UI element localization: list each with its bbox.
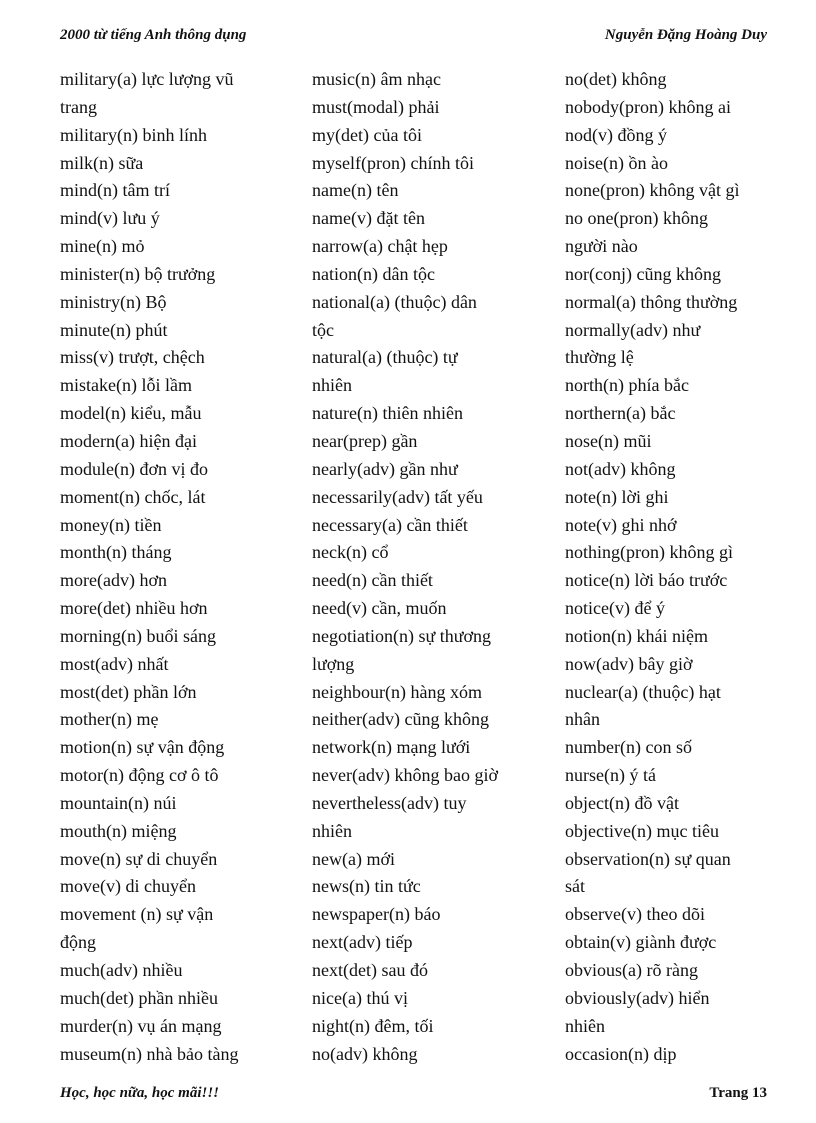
vocab-line: note(v) ghi nhớ (565, 514, 677, 535)
vocab-line: module(n) đơn vị đo (60, 458, 208, 479)
vocab-line: minister(n) bộ trưởng (60, 263, 216, 284)
vocab-line: no one(pron) không (565, 208, 708, 229)
vocab-line: thường lệ (565, 347, 634, 368)
vocab-line: note(n) lời ghi (565, 486, 669, 507)
vocab-line: northern(a) bắc (565, 403, 676, 424)
vocab-line: mine(n) mỏ (60, 236, 145, 257)
vocab-line: neither(adv) cũng không (312, 709, 489, 730)
vocab-line: night(n) đêm, tối (312, 1015, 434, 1036)
vocab-line: murder(n) vụ án mạng (60, 1015, 222, 1036)
vocab-line: trang (60, 96, 97, 117)
vocab-line: nearly(adv) gần như (312, 458, 458, 479)
vocab-line: move(n) sự di chuyển (60, 848, 218, 869)
vocab-line: move(v) di chuyển (60, 876, 196, 897)
vocab-line: nhiên (312, 375, 352, 396)
page-number: Trang 13 (709, 1085, 767, 1101)
vocab-line: must(modal) phải (312, 96, 440, 117)
vocab-line: money(n) tiền (60, 514, 162, 535)
vocab-line: never(adv) không bao giờ (312, 765, 498, 786)
page-header (60, 23, 767, 47)
vocab-line: more(adv) hơn (60, 570, 167, 591)
vocab-line: nuclear(a) (thuộc) hạt (565, 681, 721, 702)
vocab-line: name(n) tên (312, 180, 399, 201)
vocab-line: người nào (565, 236, 638, 257)
vocab-line: none(pron) không vật gì (565, 180, 740, 201)
vocab-line: most(adv) nhất (60, 653, 169, 674)
page-footer (60, 1081, 767, 1105)
vocab-line: military(n) binh lính (60, 124, 207, 145)
vocab-line: nurse(n) ý tá (565, 765, 656, 786)
vocab-line: mind(n) tâm trí (60, 180, 170, 201)
vocab-line: noise(n) ồn ào (565, 152, 668, 173)
vocab-line: newspaper(n) báo (312, 904, 441, 925)
vocab-line: obvious(a) rõ ràng (565, 960, 698, 980)
vocab-line: mind(v) lưu ý (60, 208, 160, 229)
vocab-line: number(n) con số (565, 737, 692, 758)
vocab-line: most(det) phần lớn (60, 681, 197, 702)
vocab-line: nhân (565, 709, 600, 730)
vocab-line: mountain(n) núi (60, 792, 177, 813)
vocab-line: nhiên (565, 1015, 605, 1036)
vocab-line: much(adv) nhiều (60, 960, 183, 980)
vocab-line: ministry(n) Bộ (60, 291, 167, 312)
vocab-line: morning(n) buổi sáng (60, 625, 216, 646)
vocab-line: occasion(n) dịp (565, 1043, 677, 1064)
vocab-line: my(det) của tôi (312, 124, 422, 145)
vocab-line: nose(n) mũi (565, 430, 652, 451)
vocab-line: nevertheless(adv) tuy (312, 792, 467, 813)
header-author: Nguyễn Đặng Hoàng Duy (604, 27, 767, 43)
vocab-line: negotiation(n) sự thương (312, 625, 492, 646)
vocab-line: notice(n) lời báo trước (565, 570, 728, 591)
vocab-line: need(v) cần, muốn (312, 598, 447, 619)
vocab-line: next(adv) tiếp (312, 932, 413, 953)
vocab-line: news(n) tin tức (312, 876, 421, 897)
vocab-line: tộc (312, 319, 334, 340)
vocab-line: mouth(n) miệng (60, 820, 177, 841)
vocab-line: necessarily(adv) tất yếu (312, 486, 483, 507)
vocab-line: no(det) không (565, 69, 667, 89)
vocab-line: normally(adv) như (565, 319, 701, 340)
vocab-line: miss(v) trượt, chệch (60, 347, 205, 368)
vocab-line: mistake(n) lỗi lầm (60, 375, 192, 396)
vocab-line: neighbour(n) hàng xóm (312, 681, 482, 702)
vocab-line: not(adv) không (565, 458, 676, 479)
vocab-line: national(a) (thuộc) dân (312, 291, 477, 312)
vocab-line: need(n) cần thiết (312, 570, 433, 591)
vocab-line: nation(n) dân tộc (312, 263, 435, 284)
vocab-line: observation(n) sự quan (565, 848, 731, 869)
vocab-line: museum(n) nhà bảo tàng (60, 1043, 239, 1064)
vocab-line: notice(v) để ý (565, 598, 665, 619)
vocab-line: necessary(a) cần thiết (312, 514, 468, 535)
vocab-line: moment(n) chốc, lát (60, 486, 206, 507)
vocab-line: military(a) lực lượng vũ (60, 69, 234, 89)
vocab-column-3 (565, 66, 805, 1068)
vocab-line: nothing(pron) không gì (565, 542, 733, 563)
vocab-line: nobody(pron) không ai (565, 96, 731, 117)
vocab-line: no(adv) không (312, 1043, 418, 1064)
vocab-line: notion(n) khái niệm (565, 625, 708, 646)
vocab-line: lượng (312, 653, 355, 674)
vocab-line: obviously(adv) hiển (565, 987, 710, 1008)
vocab-line: next(det) sau đó (312, 960, 428, 980)
vocab-line: network(n) mạng lưới (312, 737, 471, 758)
vocab-line: nice(a) thú vị (312, 987, 408, 1008)
vocab-column-1 (60, 66, 300, 1068)
vocab-line: name(v) đặt tên (312, 208, 425, 229)
vocab-line: minute(n) phút (60, 319, 168, 340)
vocab-line: objective(n) mục tiêu (565, 820, 719, 841)
vocab-line: much(det) phần nhiều (60, 987, 218, 1008)
vocab-line: model(n) kiểu, mẫu (60, 403, 202, 424)
vocab-line: month(n) tháng (60, 542, 172, 563)
vocab-line: motor(n) động cơ ô tô (60, 765, 219, 786)
vocab-line: north(n) phía bắc (565, 375, 689, 396)
vocab-line: natural(a) (thuộc) tự (312, 347, 458, 368)
vocab-line: neck(n) cổ (312, 542, 389, 563)
vocab-line: observe(v) theo dõi (565, 904, 705, 925)
vocab-line: more(det) nhiều hơn (60, 598, 208, 619)
vocab-line: obtain(v) giành được (565, 932, 717, 953)
vocab-line: new(a) mới (312, 848, 395, 869)
vocab-line: nhiên (312, 820, 352, 841)
vocab-line: music(n) âm nhạc (312, 69, 441, 89)
vocab-line: nor(conj) cũng không (565, 263, 721, 284)
vocab-line: myself(pron) chính tôi (312, 152, 474, 173)
vocab-line: mother(n) mẹ (60, 709, 159, 730)
vocab-line: movement (n) sự vận (60, 904, 214, 925)
vocab-line: narrow(a) chật hẹp (312, 236, 448, 257)
vocab-line: sát (565, 876, 585, 897)
footer-motto: Học, học nữa, học mãi!!! (60, 1085, 220, 1101)
vocab-line: object(n) đồ vật (565, 792, 679, 813)
vocab-line: nature(n) thiên nhiên (312, 403, 463, 424)
vocab-line: milk(n) sữa (60, 152, 144, 173)
vocab-line: normal(a) thông thường (565, 291, 738, 312)
vocab-line: động (60, 932, 96, 953)
header-title: 2000 từ tiếng Anh thông dụng (60, 27, 247, 43)
vocab-line: motion(n) sự vận động (60, 737, 225, 758)
vocab-line: modern(a) hiện đại (60, 430, 197, 451)
vocab-line: near(prep) gần (312, 430, 418, 451)
vocab-column-2 (312, 66, 552, 1068)
vocab-line: nod(v) đồng ý (565, 124, 667, 145)
vocab-line: now(adv) bây giờ (565, 653, 693, 674)
